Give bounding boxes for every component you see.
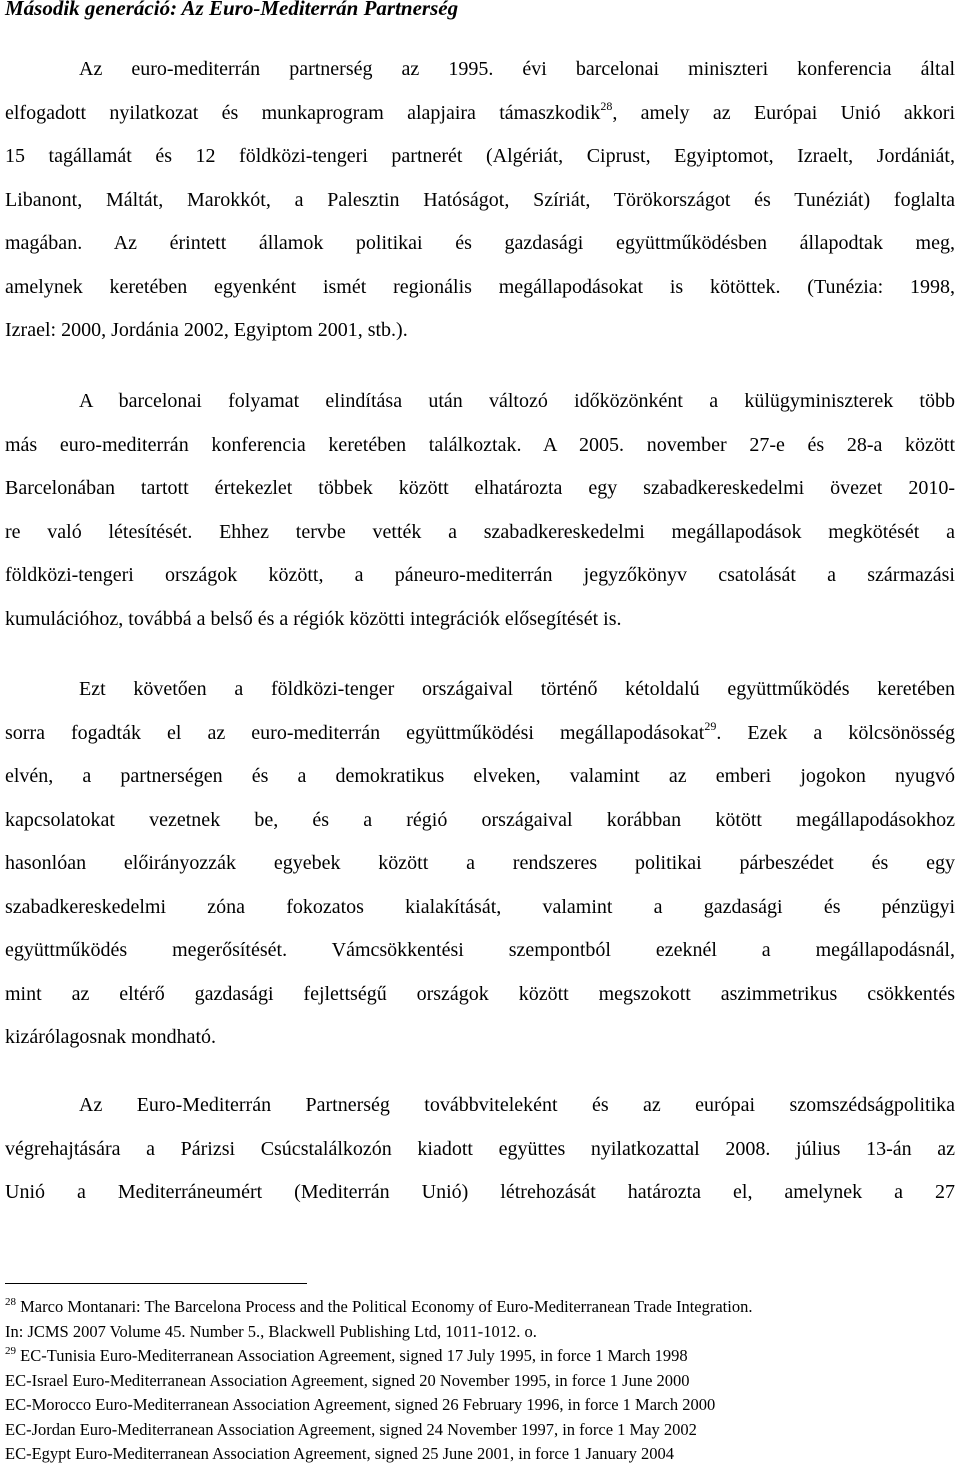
paragraph-line: A barcelonai folyamat elindítása után változó időközönként a külügyminiszterek több	[79, 390, 955, 412]
footnote-text: Marco Montanari: The Barcelona Process and the Political Economy of Euro-Mediterranean Trade Integration.	[20, 1297, 753, 1316]
paragraph-line: Libanont, Máltát, Marokkót, a Palesztin Hatóságot, Szíriát, Törökországot és Tunéziát) foglalta	[5, 188, 955, 211]
footnote-line: EC-Morocco Euro-Mediterranean Association Agreement, signed 26 February 1996, in force 1 March 2000	[5, 1395, 716, 1414]
footnote-reference[interactable]: 29	[704, 718, 717, 733]
paragraph-line: amelynek keretében egyenként ismét regionális megállapodásokat is kötöttek. (Tunézia: 1998,	[5, 275, 955, 298]
paragraph-line: elvén, a partnerségen és a demokratikus elveken, valamint az emberi jogokon nyugvó	[5, 765, 955, 787]
footnote-reference[interactable]: 28	[600, 98, 613, 113]
paragraph-line: magában. Az érintett államok politikai és gazdasági együttműködésben állapodtak meg,	[5, 232, 955, 254]
paragraph-line: szabadkereskedelmi zóna fokozatos kialakítását, valamint a gazdasági és pénzügyi	[5, 895, 955, 918]
paragraph-line: mint az eltérő gazdasági fejlettségű országok között megszokott aszimmetrikus csökkentés	[5, 982, 955, 1005]
paragraph-1	[5, 48, 955, 353]
line-text: elfogadott nyilatkozat és munkaprogram alapjaira támaszkodik	[5, 101, 601, 124]
paragraph-line: 15 tagállamát és 12 földközi-tengeri partnerét (Algériát, Ciprust, Egyiptomot, Izraelt, Jordániát,	[5, 145, 955, 167]
footnotes	[5, 1295, 957, 1467]
paragraph-line: Az Euro-Mediterrán Partnerség továbbvitelek​ént és az európai szomszédságpolitika	[79, 1094, 955, 1116]
paragraph-3	[5, 668, 955, 1060]
footnote-line	[5, 1344, 957, 1369]
paragraph-line: re való létesítését. Ehhez tervbe vették a szabadkereskedelmi megállapodások megkötését a	[5, 520, 955, 543]
paragraph-line: Unió a Mediterráneumért (Mediterrán Unió) létrehozását határozta el, amelynek a 27	[5, 1181, 955, 1203]
paragraph-line: kumulációhoz, továbbá a belső és a régiók közötti integrációk elősegítését is.	[5, 607, 622, 630]
paragraph-line: Az euro-mediterrán partnerség az 1995. évi barcelonai miniszteri konferencia által	[79, 58, 955, 80]
paragraph-line: végrehajtására a Párizsi Csúcstalálkozón kiadott együttes nyilatkozattal 2008. július 13-án az	[5, 1137, 955, 1160]
footnote-number: 28	[5, 1296, 16, 1308]
paragraph-line: kizárólagosnak mondható.	[5, 1026, 217, 1048]
paragraph-line: más euro-mediterrán konferencia keretében találkoztak. A 2005. november 27-e és 28-a között	[5, 433, 955, 456]
footnote-line: EC-Egypt Euro-Mediterranean Association Agreement, signed 25 June 2001, in force 1 January 2004	[5, 1444, 674, 1463]
paragraph-line: együttműködés megerősítését. Vámcsökkentési szempontból ezeknél a megállapodásnál,	[5, 939, 955, 961]
paragraph-line	[5, 92, 955, 136]
footnote-separator	[5, 1283, 307, 1284]
footnote-text: EC-Tunisia Euro-Mediterranean Association Agreement, signed 17 July 1995, in force 1 March 1998	[20, 1346, 688, 1365]
footnote-number: 29	[5, 1345, 16, 1357]
footnote-line	[5, 1295, 957, 1320]
paragraph-line: Ezt követően a földközi-tenger országaival történő kétoldalú együttműködés keretében	[79, 678, 955, 700]
section-heading: Második generáció: Az Euro-Mediterrán Partnerség	[5, 0, 459, 20]
footnote-line: In: JCMS 2007 Volume 45. Number 5., Blackwell Publishing Ltd, 1011-1012. o.	[5, 1321, 537, 1341]
paragraph-4	[5, 1084, 955, 1215]
line-text: . Ezek a kölcsönösség	[716, 721, 955, 744]
paragraph-line: hasonlóan előirányozzák egyebek között a rendszeres politikai párbeszédet és egy	[5, 852, 955, 874]
footnote-line: EC-Jordan Euro-Mediterranean Association Agreement, signed 24 November 1997, in force 1 May 2002	[5, 1419, 697, 1439]
footnote-line: EC-Israel Euro-Mediterranean Association Agreement, signed 20 November 1995, in force 1 June 2000	[5, 1370, 690, 1390]
paragraph-line: Izrael: 2000, Jordánia 2002, Egyiptom 2001, stb.).	[5, 319, 408, 341]
paragraph-line: földközi-tengeri országok között, a páneuro-mediterrán jegyzőkönyv csatolását a származási	[5, 564, 955, 586]
line-text: , amely az Európai Unió akkori	[612, 101, 955, 124]
paragraph-line	[5, 712, 955, 756]
paragraph-line: Barcelonában tartott értekezlet többek között elhatározta egy szabadkereskedelmi övezet 2010-	[5, 477, 955, 499]
line-text: sorra fogadták el az euro-mediterrán együttműködési megállapodásokat	[5, 721, 705, 744]
paragraph-line: kapcsolatokat vezetnek be, és a régió országaival korábban kötött megállapodásokhoz	[5, 808, 955, 831]
paragraph-2	[5, 380, 955, 641]
